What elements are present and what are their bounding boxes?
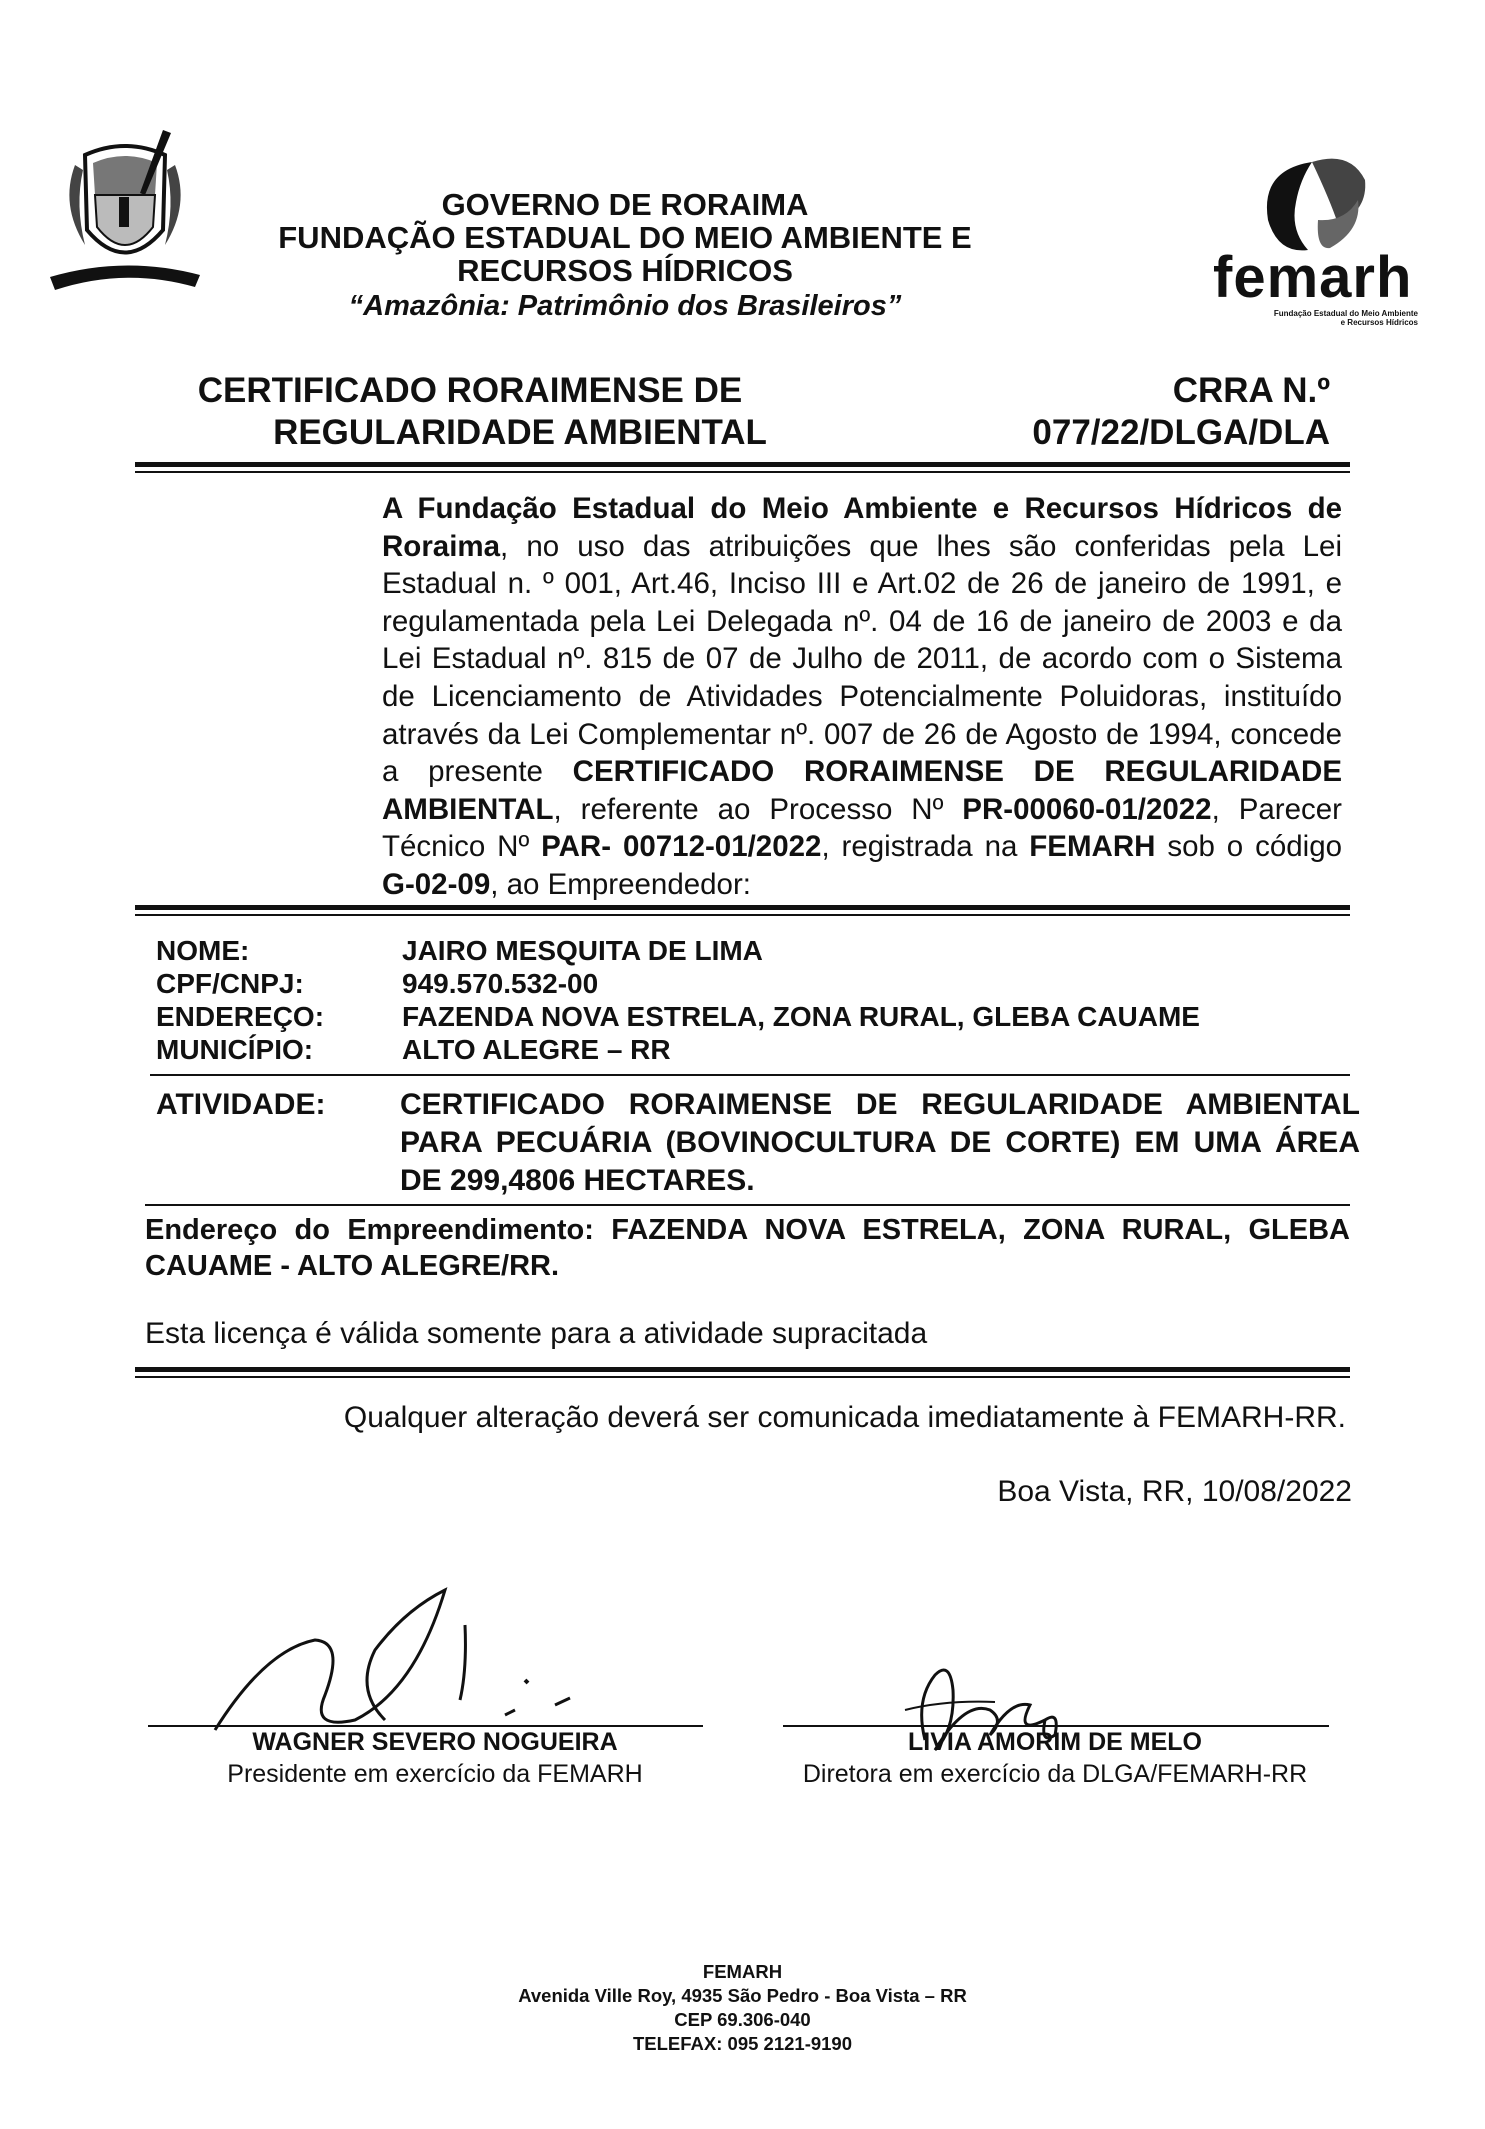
address-label: ENDEREÇO: [156,1001,325,1032]
certificate-title-line2: REGULARIDADE AMBIENTAL [273,413,767,452]
left-signatory-name: WAGNER SEVERO NOGUEIRA [252,1728,618,1756]
preamble-text-3: , Parecer Técnico Nº [382,792,1343,864]
org-name: A Fundação Estadual do Meio Ambiente e Recursos Hídricos de Roraima [382,492,1342,563]
divider [145,1204,1350,1206]
preamble-text-1: , no uso das atribuições que lhes são conferidas pela Lei Estadual n. º 001, Art.46, Inciso III e Art.02 de 26 de janeiro de 1991, e regulamentada pela Lei Delegada nº. 04 de 16 de janeiro de 2003 e da Lei Estadual nº. 815 de 07 de Julho de 2011, de acordo com o Sistema de Licenciamento de Atividades Potencialmente Poluidoras, instituído através da Lei Complementar nº. 007 de 26 de Agosto de 1994, concede a presente [382,529,1342,789]
femarh-logo-subtext-2: e Recursos Hídricos [1340,318,1418,327]
process-number: PR-00060-01/2022 [962,792,1212,826]
right-signatory-name: LIVIA AMORIM DE MELO [908,1728,1202,1756]
technical-opinion: PAR- 00712-01/2022 [541,830,822,864]
name-label: NOME: [156,935,250,966]
footer-telefax: TELEFAX: 095 2121-9190 [632,2033,853,2054]
preamble-text-4: , registrada na [821,830,1030,864]
validity-statement: Esta licença é válida somente para a atividade supracitada [145,1317,928,1350]
left-signatory-role: Presidente em exercício da FEMARH [227,1760,643,1788]
double-divider [135,1367,1350,1378]
left-signature-line [148,1725,703,1727]
footer-org: FEMARH [702,1961,783,1982]
address-value: FAZENDA NOVA ESTRELA, ZONA RURAL, GLEBA CAUAME [402,1001,1200,1032]
right-signatory-role: Diretora em exercício da DLGA/FEMARH-RR [802,1760,1308,1788]
right-signature-line [783,1725,1329,1727]
header-motto: “Amazônia: Patrimônio dos Brasileiros” [348,290,902,322]
doc-value: 949.570.532-00 [402,968,599,999]
footer-street: Avenida Ville Roy, 4935 São Pedro - Boa Vista – RR [518,1985,967,2006]
double-divider [135,905,1350,916]
activity-label: ATIVIDADE: [156,1088,326,1121]
enterprise-address: Endereço do Empreendimento: FAZENDA NOVA ESTRELA, ZONA RURAL, GLEBA CAUAME - ALTO ALEGRE/RR. [145,1214,1350,1282]
crra-label: CRRA N.º [1172,371,1330,410]
divider [150,1074,1350,1076]
preamble-paragraph [382,490,1342,904]
preamble-text-6: , ao Empreendedor: [490,867,751,901]
change-notice: Qualquer alteração deverá ser comunicada imediatamente à FEMARH-RR. [343,1401,1346,1434]
certificate-name: CERTIFICADO RORAIMENSE DE REGULARIDADE AMBIENTAL [382,755,1343,826]
preamble-text-5: sob o código [1155,830,1343,864]
double-divider [135,462,1350,473]
name-value: JAIRO MESQUITA DE LIMA [402,935,763,966]
city-label: MUNICÍPIO: [156,1034,314,1065]
crra-number: 077/22/DLGA/DLA [1032,413,1330,452]
header-resources: RECURSOS HÍDRICOS [457,253,793,288]
certificate-title-line1: CERTIFICADO RORAIMENSE DE [197,371,743,410]
footer-postcode: CEP 69.306-040 [674,2009,811,2030]
femarh-logo-subtext [1208,309,1418,327]
femarh-logo-text: femarh [1213,245,1413,310]
header-foundation: FUNDAÇÃO ESTADUAL DO MEIO AMBIENTE E [278,220,972,255]
agency-name: FEMARH [1029,830,1156,864]
femarh-logo-subtext-1: Fundação Estadual do Meio Ambiente [1273,309,1418,318]
coat-of-arms-logo [45,125,205,305]
preamble-text-2: , referente ao Processo Nº [553,792,963,826]
left-signature-scribble [205,1570,585,1750]
place-date: Boa Vista, RR, 10/08/2022 [997,1475,1352,1508]
doc-label: CPF/CNPJ: [156,968,304,999]
registry-code: G-02-09 [382,867,491,901]
activity-value: CERTIFICADO RORAIMENSE DE REGULARIDADE AMBIENTAL PARA PECUÁRIA (BOVINOCULTURA DE CORTE) EM UMA ÁREA DE 299,4806 HECTARES. [400,1088,1360,1197]
header-government: GOVERNO DE RORAIMA [441,187,809,222]
footer-address-block [400,1960,1085,2056]
femarh-leaf-icon [1250,150,1375,260]
city-value: ALTO ALEGRE – RR [402,1034,671,1065]
